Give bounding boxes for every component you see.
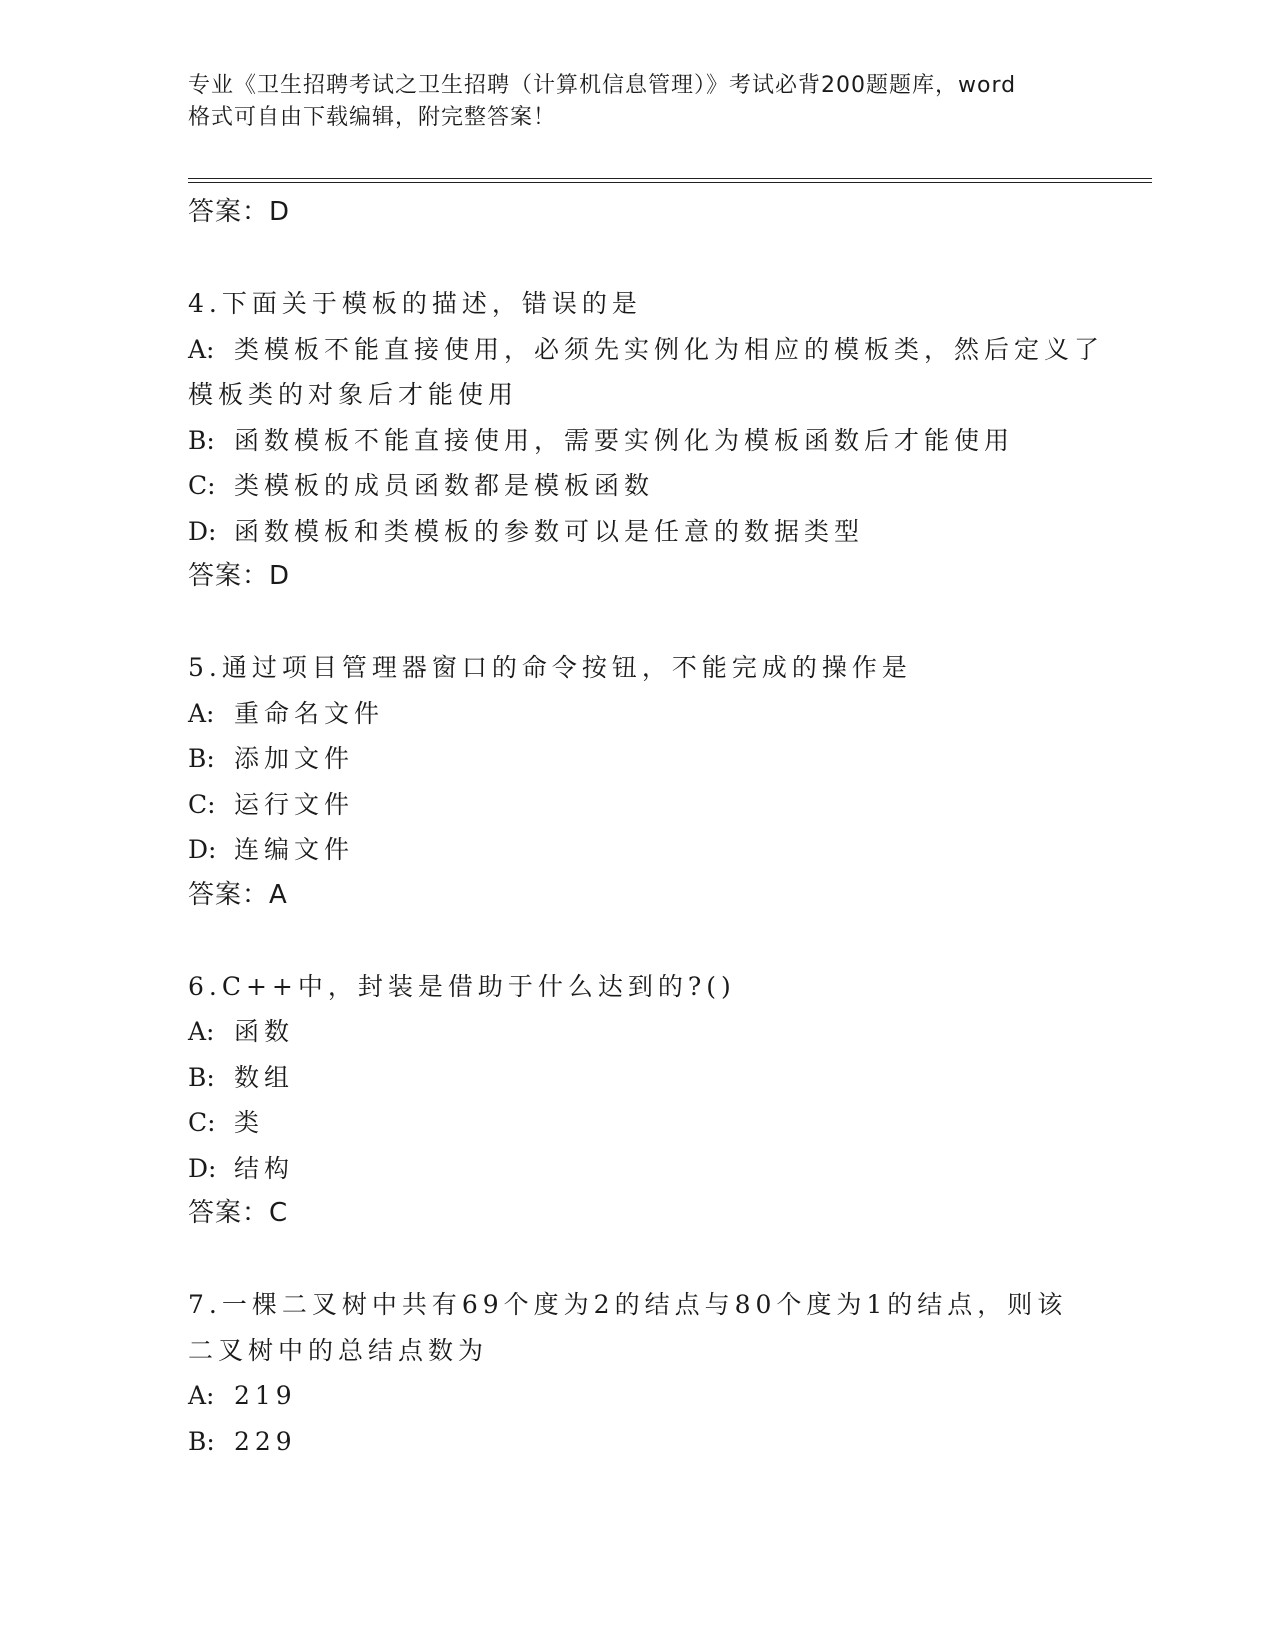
option-d	[188, 509, 1108, 555]
question-list	[188, 190, 1108, 1464]
option-b	[188, 736, 1108, 782]
option-text: 类模板不能直接使用，必须先实例化为相应的模板类，然后定义了	[234, 334, 1105, 364]
option-b	[188, 1419, 1108, 1465]
answer-line: 答案：D	[188, 561, 291, 591]
page-header	[188, 70, 1088, 134]
option-c	[188, 782, 1108, 828]
question-stem: 6.C++中，封装是借助于什么达到的?()	[188, 971, 736, 1001]
option-d	[188, 1146, 1108, 1192]
header-line-2: 格式可自由下载编辑，附完整答案！	[188, 105, 557, 130]
question-block	[188, 281, 1108, 598]
option-text: 添加文件	[234, 744, 355, 773]
answer-line: 答案：A	[188, 879, 288, 910]
question-stem-continuation: 二叉树中的总结点数为	[188, 1335, 489, 1365]
spacer	[188, 917, 1108, 964]
option-a-continuation: 模板类的对象后才能使用	[188, 380, 519, 409]
question-block	[188, 1282, 1108, 1464]
option-letter: D:	[188, 835, 217, 864]
option-text: 数组	[234, 1062, 295, 1092]
option-text: 重命名文件	[234, 698, 385, 728]
header-line-1: 专业《卫生招聘考试之卫生招聘（计算机信息管理）》考试必背200题题库，word	[188, 73, 1017, 98]
question-stem: 5.通过项目管理器窗口的命令按钮，不能完成的操作是	[188, 653, 912, 682]
option-a	[188, 691, 1108, 737]
spacer	[188, 598, 1108, 645]
option-letter: B:	[188, 744, 215, 773]
option-letter: A:	[188, 334, 215, 364]
option-b	[188, 1055, 1108, 1101]
option-letter: D:	[188, 516, 217, 546]
question-block	[188, 964, 1108, 1236]
option-a	[188, 327, 1108, 373]
header-divider-bottom	[188, 182, 1152, 183]
option-c	[188, 463, 1108, 509]
question-block	[188, 645, 1108, 917]
option-letter: C:	[188, 789, 216, 819]
option-text: 连编文件	[234, 835, 355, 864]
option-text: 类模板的成员函数都是模板函数	[234, 471, 655, 500]
option-text: 函数	[234, 1017, 295, 1046]
spacer	[188, 1235, 1108, 1282]
option-letter: A:	[188, 1017, 215, 1046]
option-b	[188, 418, 1108, 464]
option-c	[188, 1100, 1108, 1146]
option-a	[188, 1009, 1108, 1055]
option-letter: B:	[188, 1062, 215, 1092]
option-letter: C:	[188, 1108, 216, 1137]
question-stem: 7.一棵二叉树中共有69个度为2的结点与80个度为1的结点，则该	[188, 1290, 1068, 1319]
option-a	[188, 1373, 1108, 1419]
option-text: 219	[234, 1381, 297, 1410]
option-text: 函数模板和类模板的参数可以是任意的数据类型	[234, 516, 865, 546]
option-letter: B:	[188, 425, 215, 455]
option-text: 229	[234, 1426, 297, 1456]
option-d	[188, 827, 1108, 873]
header-divider-top	[188, 178, 1152, 179]
spacer	[188, 234, 1108, 281]
option-letter: C:	[188, 471, 216, 500]
option-letter: B:	[188, 1426, 215, 1456]
option-text: 运行文件	[234, 789, 355, 819]
question-stem: 4.下面关于模板的描述，错误的是	[188, 289, 642, 318]
option-letter: A:	[188, 1381, 215, 1410]
option-text: 结构	[234, 1153, 295, 1183]
answer-line: 答案：D	[188, 197, 291, 227]
option-text: 函数模板不能直接使用，需要实例化为模板函数后才能使用	[234, 425, 1015, 455]
option-letter: A:	[188, 698, 215, 728]
option-text: 类	[234, 1108, 265, 1137]
answer-line: 答案：C	[188, 1198, 289, 1228]
option-letter: D:	[188, 1153, 217, 1183]
